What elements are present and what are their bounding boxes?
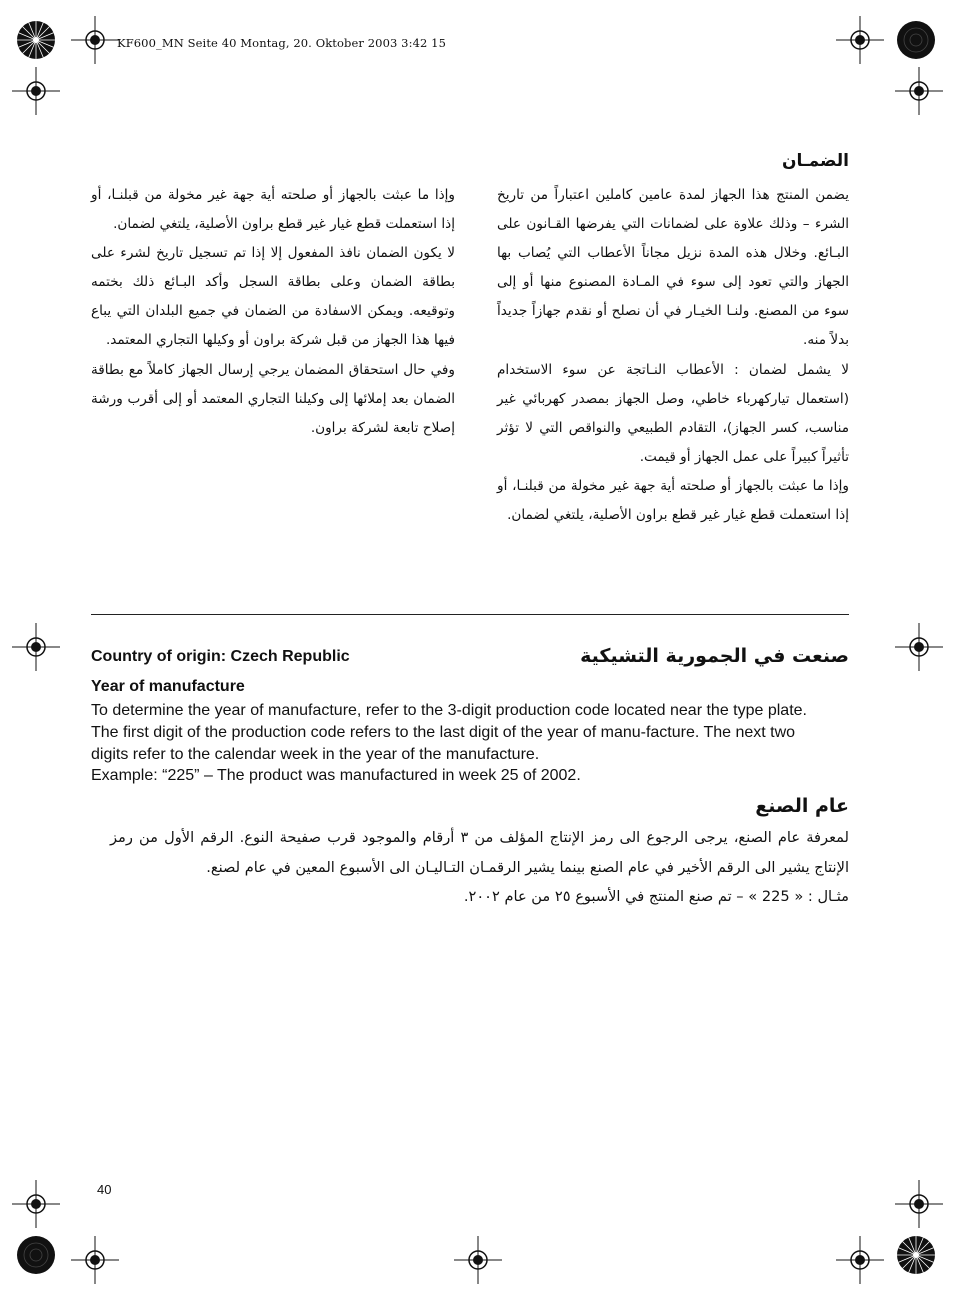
star-target-icon (16, 1235, 56, 1275)
registration-mark-icon (71, 16, 119, 64)
year-of-manufacture-body-ar (110, 823, 849, 912)
page-number: 40 (97, 1182, 112, 1197)
registration-mark-icon (12, 1180, 60, 1228)
warranty-column-left (91, 181, 455, 443)
registration-mark-icon (12, 67, 60, 115)
country-of-origin-en: Country of origin: Czech Republic (91, 648, 350, 665)
warranty-paragraph: لا يشمل لضمان : الأعطاب النـاتجة عن سوء الاستخدام (استعمال تياركهرباء خاطي، وصل الجهاز بمصدر كهربائي غير مناسب، كسر الجهاز)، التقادم الطبيعي والنواقص التي لا تؤثر تأثيراً كبيراً على عمل الجهاز أو قيمت. (497, 361, 849, 465)
warranty-paragraph: يضمن المنتج هذا الجهاز لمدة عامين كاملين اعتباراً من تاريخ الشرء – وذلك علاوة على لضمانات التي يفرضها القـانون على البـائع. وخلال هذه المدة نزيل مجاناً الأعطاب التي يُصاب بها الجهاز والتي تعود إلى سوء في المـادة المصنوع منها أو إلى سوء من المصنع. ولنـا الخيـار في أن نصلح أو نقدم جهازاً جديداً بدلاً منه. (497, 187, 849, 349)
year-of-manufacture-body-en (91, 700, 831, 787)
registration-mark-icon (836, 16, 884, 64)
warranty-paragraph: وإذا ما عبثت بالجهاز أو صلحته أية جهة غير مخولة من قبلنـا، أو إذا استعملت قطع غيار غير قطع براون الأصلية، يلتغي لضمان. (497, 477, 849, 524)
warranty-column-right (497, 181, 849, 530)
registration-mark-icon (454, 1236, 502, 1284)
year-of-manufacture-text: To determine the year of manufacture, refer to the 3-digit production code located near the type plate. The first digit of the production code refers to the last digit of the year of manu-facture. The next two digits refer to the calendar week in the year of the manufacture. (91, 702, 807, 763)
country-of-origin-ar: صنعت في الجمورية التشيكية (580, 645, 849, 667)
registration-mark-icon (895, 1180, 943, 1228)
year-of-manufacture-example-ar: مثـال : « 225 » – تم صنع المنتج في الأسبوع ٢٥ من عام ٢٠٠٢. (463, 888, 849, 905)
warranty-paragraph: وإذا ما عبثت بالجهاز أو صلحته أية جهة غير مخولة من قبلنـا، أو إذا استعملت قطع غيار غير قطع براون الأصلية، يلتغي لضمان. (91, 187, 455, 233)
registration-mark-icon (836, 1236, 884, 1284)
registration-mark-icon (12, 623, 60, 671)
star-target-icon (896, 20, 936, 60)
year-of-manufacture-example: Example: “225” – The product was manufactured in week 25 of 2002. (91, 767, 581, 785)
star-target-icon (16, 20, 56, 60)
warranty-paragraph: وفي حال استحقاق المضمان يرجي إرسال الجهاز كاملاً مع بطاقة الضمان بعد إملائها إلى وكيلنا التجاري المعتمد أو إلى أقرب ورشة إصلاح تابعة لشركة براون. (91, 361, 455, 436)
registration-mark-icon (895, 623, 943, 671)
print-slug: KF600_MN Seite 40 Montag, 20. Oktober 2003 3:42 15 (117, 36, 446, 50)
registration-mark-icon (895, 67, 943, 115)
warranty-paragraph: لا يكون الضمان نافذ المفعول إلا إذا تم تسجيل تاريخ لشرء على بطاقة الضمان وعلى بطاقة السجل وأكد البـائع ذلك بختمه وتوقيعه. ويمكن الاسفادة من الضمان في جميع البلدان التي يباع فيها هذا الجهاز من قبل شركة براون أو وكيلها التجاري المعتمد. (91, 245, 455, 349)
year-of-manufacture-title-en: Year of manufacture (91, 678, 245, 695)
warranty-title-ar: الضمـان (781, 151, 849, 171)
year-of-manufacture-title-ar: عام الصنع (755, 795, 849, 817)
year-of-manufacture-text-ar: لمعرفة عام الصنع، يرجى الرجوع الى رمز الإنتاج المؤلف من ٣ أرقام والموجود قرب صفيحة النوع. الرقم الأول من رمز الإنتاج يشير الى الرقم الأخير في عام الصنع بينما يشير الرقمـان التـاليـان الى الأسبوع المعين في عام لصنع. (110, 829, 849, 876)
star-target-icon (896, 1235, 936, 1275)
registration-mark-icon (71, 1236, 119, 1284)
section-divider (91, 614, 849, 615)
